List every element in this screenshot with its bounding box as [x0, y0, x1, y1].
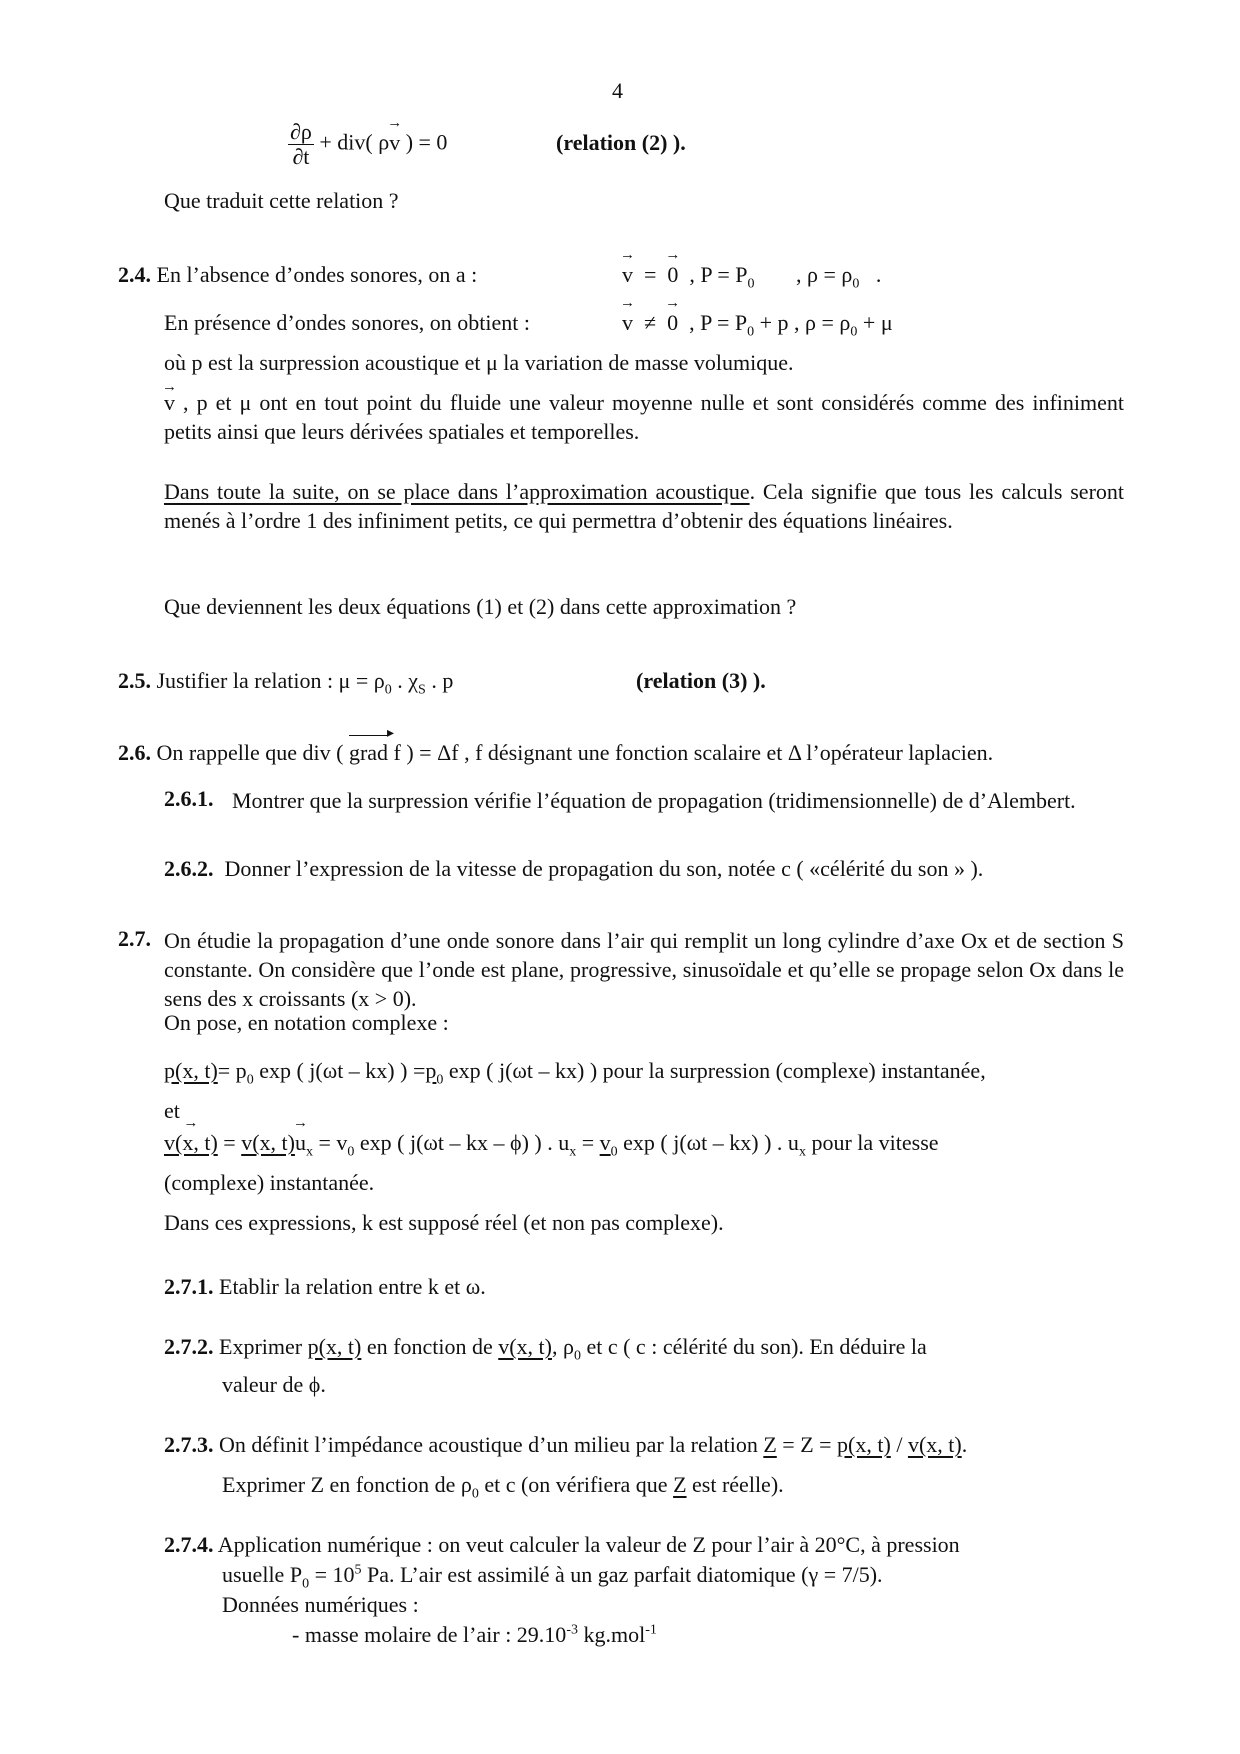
complex-amplitude-v0: v	[599, 1130, 611, 1155]
section-2-6-1-text: Montrer que la surpression vérifie l’équation de propagation (tridimensionnelle) de d’Alembert.	[232, 788, 1076, 813]
complex-velocity-vector: → v(x, t)	[164, 1130, 218, 1156]
complex-impedance: Z	[673, 1472, 687, 1497]
section-number: 2.6.	[118, 740, 151, 765]
section-text: En l’absence d’ondes sonores, on a :	[156, 262, 478, 287]
complex-velocity: v(x, t)	[907, 1432, 962, 1457]
section-2-6: 2.6. On rappelle que div ( grad ▸ f ) = Δf , f désignant une fonction scalaire et Δ l’opérateur laplacien.	[118, 740, 993, 766]
page-number: 4	[612, 78, 623, 103]
section-2-6-2: 2.6.2. Donner l’expression de la vitesse de propagation du son, notée c ( «célérité du son » ).	[164, 856, 984, 881]
section-2-4-paragraph: → v , p et μ ont en tout point du fluide une valeur moyenne nulle et sont considérés comme des infiniment petits ainsi que leurs dérivées spatiales et temporelles.	[164, 388, 1124, 446]
relation-2-rhs-end: ) = 0	[405, 129, 448, 155]
gradient-operator: grad ▸	[349, 740, 388, 766]
relation-2-equation	[288, 120, 447, 169]
velocity-vector: → v	[622, 262, 633, 288]
question-relation-2: Que traduit cette relation ?	[164, 188, 399, 213]
section-number: 2.5.	[118, 668, 151, 693]
relation-3-label: (relation (3) ).	[636, 668, 766, 693]
fraction-numerator: ∂ρ	[290, 119, 312, 144]
equal-sign: =	[644, 262, 657, 287]
complex-pressure: p(x, t)	[837, 1432, 891, 1457]
relation-2-label: (relation (2) ).	[556, 130, 686, 155]
section-2-7-3-line-2: Exprimer Z en fonction de $\rho_0$ et c (on vérifiera que Z est réelle).	[222, 1472, 784, 1502]
section-2-4-line-3: où p est la surpression acoustique et μ la variation de masse volumique.	[164, 350, 794, 375]
complex-impedance: Z	[763, 1432, 777, 1457]
zero-vector: → 0	[667, 262, 678, 288]
complex-pressure: p(x, t)	[307, 1334, 362, 1359]
et-word: et	[164, 1098, 180, 1123]
section-2-4-line-2: En présence d’ondes sonores, on obtient :	[164, 310, 530, 335]
section-2-7-2-line-2: valeur de ϕ.	[222, 1372, 326, 1397]
pressure-complex-equation: p(x, $t)= p_0$ exp ( j(ωt – kx) ) $=p_0$ exp ( j(ωt – kx) ) pour la surpression (complexe) instantanée,	[164, 1058, 986, 1088]
underlined-statement: Dans toute la suite, on se place dans l’approximation acoustique	[164, 479, 750, 504]
zero-vector: → 0	[667, 310, 678, 336]
section-2-4-line-1	[118, 262, 477, 288]
section-2-7-paragraph: On étudie la propagation d’une onde sonore dans l’air qui remplit un long cylindre d’axe Ox et de section S constante. On considère que l’onde est plane, progressive, sinusoïdale et qu’elle se propage selon Ox dans le sens des x croissants (x > 0).	[164, 928, 1124, 1011]
unit-vector-x: → u	[295, 1130, 306, 1156]
complex-amplitude-p0: p	[425, 1058, 437, 1083]
section-2-6-1-number: 2.6.1.	[164, 786, 214, 811]
velocity-complex-continuation: (complexe) instantanée.	[164, 1170, 375, 1195]
section-2-7-pose: On pose, en notation complexe :	[164, 1010, 449, 1035]
section-2-4-line-2-eq: → v ≠ → 0 , $P = P_0 + p$ , $\rho = \rho_0 + \mu$	[622, 310, 893, 340]
section-2-5: 2.5. Justifier la relation : $\mu = \rho_0$ . $\chi_S$ . p	[118, 668, 454, 698]
velocity-vector: → v	[389, 130, 400, 156]
velocity-vector: → v	[622, 310, 633, 336]
section-2-7-4-molar-mass: - masse molaire de l’air : $29.10^{-3}$ kg.mol$^{-1}$	[292, 1622, 657, 1647]
section-number: 2.7.4.	[164, 1532, 214, 1557]
section-2-4-line-1-eq: → v = → 0 , $P = P_0$ , $\rho = \rho_0$ .	[622, 262, 881, 292]
section-2-7-4-data-heading: Données numériques :	[222, 1592, 419, 1617]
section-2-7-1: 2.7.1. Etablir la relation entre k et ω.	[164, 1274, 486, 1299]
section-2-7-4-line-2: usuelle $P_0 = 10^5$ Pa. L’air est assimilé à un gaz parfait diatomique (γ = 7/5).	[222, 1562, 883, 1592]
acoustic-approximation-paragraph: Dans toute la suite, on se place dans l’approximation acoustique. Cela signifie que tous les calculs seront menés à l’ordre 1 des infiniment petits, ce qui permettra d’obtenir des équations linéaires.	[164, 479, 1125, 533]
section-number: 2.7.2.	[164, 1334, 214, 1359]
partial-fraction	[288, 120, 314, 169]
section-2-7-4-line-1: 2.7.4. Application numérique : on veut calculer la valeur de Z pour l’air à 20°C, à pression	[164, 1532, 960, 1557]
complex-pressure: p(x, t)	[164, 1058, 218, 1083]
velocity-complex-equation: → v(x, t) = v(x, $t)\to u_x = v_0$ exp ( j(ωt – kx – ϕ) ) . $u_x = v_0$ exp ( j(ωt – kx) ) . $u_x$ pour la vitesse	[164, 1130, 939, 1160]
section-2-7-3-line-1: 2.7.3. On définit l’impédance acoustique d’un milieu par la relation Z = Z = p(x, t) / v(x, t).	[164, 1432, 968, 1457]
section-2-7-2-line-1: 2.7.2. Exprimer p(x, t) en fonction de v(x, t), $\rho_0$ et c ( c : célérité du son). En déduire la	[164, 1334, 927, 1364]
section-2-4-question: Que deviennent les deux équations (1) et (2) dans cette approximation ?	[164, 594, 797, 619]
not-equal-sign: ≠	[644, 310, 657, 335]
velocity-vector: → v	[164, 388, 175, 417]
section-2-7-number: 2.7.	[118, 926, 151, 951]
fraction-denominator: ∂t	[292, 144, 310, 170]
section-number: 2.7.3.	[164, 1432, 214, 1457]
section-number: 2.7.1.	[164, 1274, 214, 1299]
complex-velocity: v(x, t)	[498, 1334, 552, 1359]
section-number: 2.4.	[118, 262, 151, 287]
relation-2-rhs: + div( ρ	[319, 129, 390, 155]
complex-velocity: v(x, t)	[241, 1130, 295, 1155]
section-number: 2.6.2.	[164, 856, 214, 881]
k-real-statement: Dans ces expressions, k est supposé réel (et non pas complexe).	[164, 1210, 724, 1235]
